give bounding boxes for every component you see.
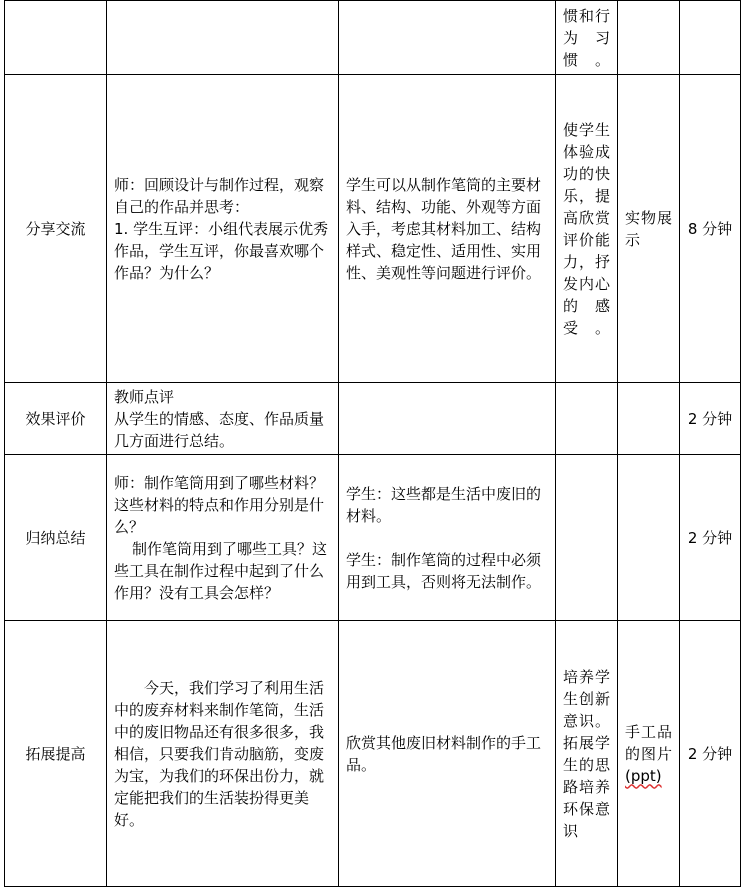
method-text: 手工品的图片 [625, 722, 672, 763]
design-intent-cell [556, 383, 618, 455]
time-cell: 2 分钟 [680, 383, 741, 455]
design-intent-cell: 使学生体验成功的快乐，提高欣赏评价能力，抒发内心的感受。 [556, 75, 618, 383]
teacher-activity-cell [107, 75, 339, 383]
stage-cell: 拓展提高 [5, 621, 107, 887]
design-intent-cell: 惯和行为习惯。 [556, 1, 618, 75]
table-row-extension [5, 621, 741, 887]
teacher-text: 师：回顾设计与制作过程，观察自己的作品并思考： [114, 175, 325, 216]
method-cell [618, 1, 680, 75]
table-row-evaluation [5, 383, 741, 455]
teacher-text: 教师点评 [114, 387, 175, 406]
teacher-text: 今天，我们学习了利用生活中的废弃材料来制作笔筒，生活中的废旧物品还有很多很多，我相信，只要我们肯动脑筋，变废为宝，为我们的环保出份力，就定能把我们的生活装扮得更美好。 [114, 678, 325, 829]
method-cell: 实物展示 [618, 75, 680, 383]
student-activity-cell [339, 75, 556, 383]
teacher-activity-cell [107, 455, 339, 621]
stage-cell [5, 1, 107, 75]
paragraph-spacer [346, 527, 548, 549]
design-intent-cell [556, 455, 618, 621]
student-text: 学生可以从制作笔筒的主要材料、结构、功能、外观等方面入手，考虑其材料加工、结构样式、稳定性、适用性、实用性、美观性等问题进行评价。 [346, 175, 542, 282]
student-activity-cell [339, 383, 556, 455]
table-row-summary [5, 455, 741, 621]
teacher-activity-cell [107, 1, 339, 75]
student-text: 学生：制作笔筒的过程中必须用到工具，否则将无法制作。 [346, 550, 542, 591]
time-cell: 2 分钟 [680, 621, 741, 887]
design-intent-cell: 培养学生创新意识。拓展学生的思路培养环保意识 [556, 621, 618, 887]
method-cell [618, 621, 680, 887]
lesson-plan-table [4, 0, 741, 887]
student-text: 学生：这些都是生活中废旧的材料。 [346, 484, 542, 525]
teacher-activity-cell [107, 383, 339, 455]
stage-cell: 归纳总结 [5, 455, 107, 621]
student-activity-cell [339, 621, 556, 887]
teacher-activity-cell [107, 621, 339, 887]
teacher-text: 制作笔筒用到了哪些工具？这些工具在制作过程中起到了什么作用？没有工具会怎样？ [114, 539, 328, 602]
time-cell: 8 分钟 [680, 75, 741, 383]
method-cell [618, 455, 680, 621]
table-row-continuation [5, 1, 741, 75]
stage-cell: 效果评价 [5, 383, 107, 455]
student-activity-cell [339, 455, 556, 621]
stage-cell: 分享交流 [5, 75, 107, 383]
student-text: 欣赏其他废旧材料制作的手工品。 [346, 733, 542, 774]
time-cell: 2 分钟 [680, 455, 741, 621]
student-activity-cell [339, 1, 556, 75]
method-cell [618, 383, 680, 455]
teacher-text: 1. 学生互评：小组代表展示优秀作品，学生互评，你最喜欢哪个作品？为什么？ [114, 219, 329, 282]
teacher-text: 师：制作笔筒用到了哪些材料？这些材料的特点和作用分别是什么？ [114, 473, 325, 536]
method-note: (ppt) [625, 766, 662, 785]
table-row-share [5, 75, 741, 383]
time-cell [680, 1, 741, 75]
teacher-text: 从学生的情感、态度、作品质量几方面进行总结。 [114, 409, 325, 450]
